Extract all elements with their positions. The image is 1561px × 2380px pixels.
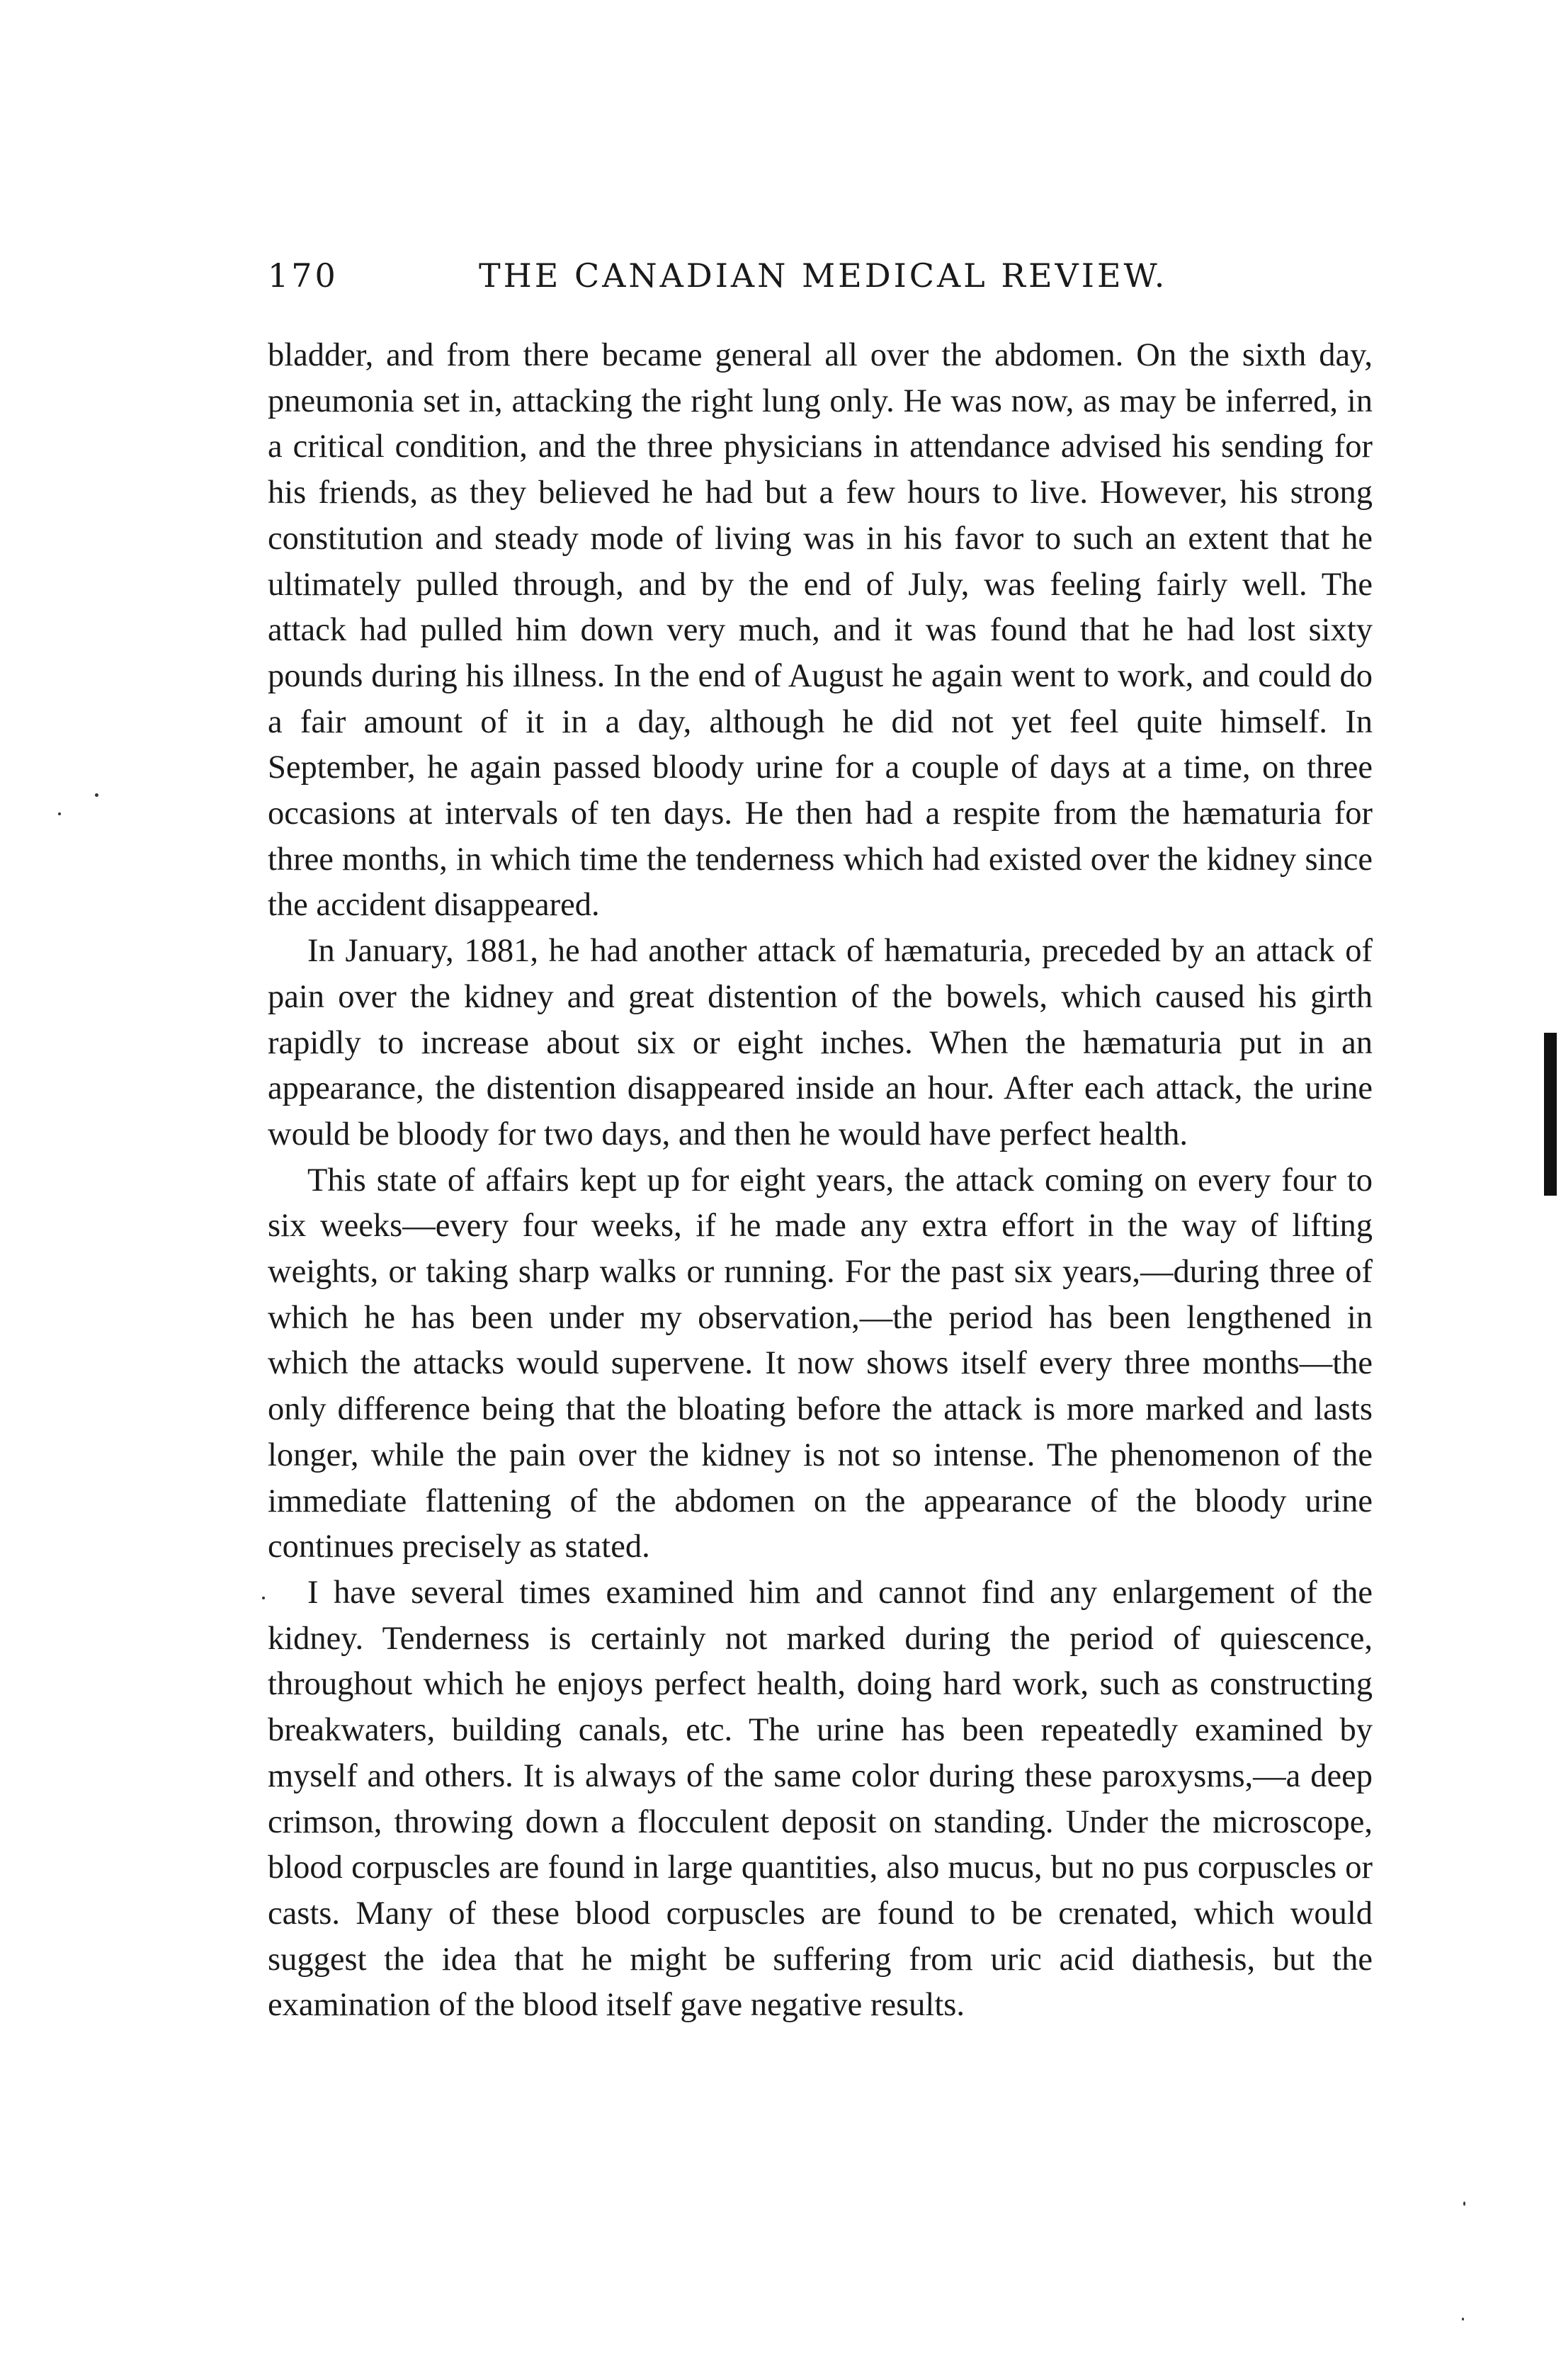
scan-speck <box>1463 2202 1465 2206</box>
scan-speck <box>1462 2318 1464 2320</box>
page-header <box>268 256 1373 306</box>
paragraph-state-of-affairs: This state of affairs kept up for eight years, the attack coming on every four to six weeks—every four weeks, if he made any extra effort in the way of lifting weights, or taking sharp walks or running. For the past six years,—during three of which he has been under my observation,—the period has been lengthened in which the attacks would supervene. It now shows itself every three months—the only difference being that the bloating before the attack is more marked and lasts longer, while the pain over the kidney is not so intense. The phenomenon of the immediate flattening of the abdomen on the appearance of the bloody urine continues precisely as stated. <box>268 1162 1373 1565</box>
paragraph-january-1881: In January, 1881, he had another attack of hæmaturia, preceded by an attack of pain over the kidney and great distention of the bowels, which caused his girth rapidly to increase about six or eight inches. When the hæmaturia put in an appearance, the distention disappeared inside an hour. After each attack, the urine would be bloody for two days, and then he would have perfect health. <box>268 933 1373 1152</box>
paragraph-examination: I have several times examined him and cannot find any enlargement of the kidney. Tenderness is certainly not marked during the period of quiescence, throughout which he enjoys perfect health, doing hard work, such as constructing breakwaters, building canals, etc. The urine has been repeatedly examined by myself and others. It is always of the same color during these paroxysms,—a deep crimson, throwing down a flocculent deposit on standing. Under the microscope, blood corpuscles are found in large quantities, also mucus, but no pus corpuscles or casts. Many of these blood corpuscles are found to be crenated, which would suggest the idea that he might be suffering from uric acid diathesis, but the examination of the blood itself gave negative results. <box>268 1574 1373 2024</box>
scan-speck <box>58 812 61 815</box>
margin-scan-bar <box>1544 1033 1557 1196</box>
body-text <box>268 333 1373 2029</box>
paragraph-continuation: bladder, and from there became general all over the abdomen. On the sixth day, pneumonia set in, attacking the right lung only. He was now, as may be inferred, in a critical condition, and the three physicians in attendance advised his sending for his friends, as they believed he had but a few hours to live. However, his strong constitution and steady mode of living was in his favor to such an extent that he ultimately pulled through, and by the end of July, was feeling fairly well. The attack had pulled him down very much, and it was found that he had lost sixty pounds during his illness. In the end of August he again went to work, and could do a fair amount of it in a day, although he did not yet feel quite himself. In September, he again passed bloody urine for a couple of days at a time, on three occasions at intervals of ten days. He then had a respite from the hæmaturia for three months, in which time the tenderness which had existed over the kidney since the accident disappeared. <box>268 337 1373 924</box>
running-title: THE CANADIAN MEDICAL REVIEW. <box>479 256 1168 295</box>
page-number: 170 <box>268 256 339 295</box>
scan-speck <box>262 1597 265 1599</box>
scan-speck <box>95 793 98 797</box>
